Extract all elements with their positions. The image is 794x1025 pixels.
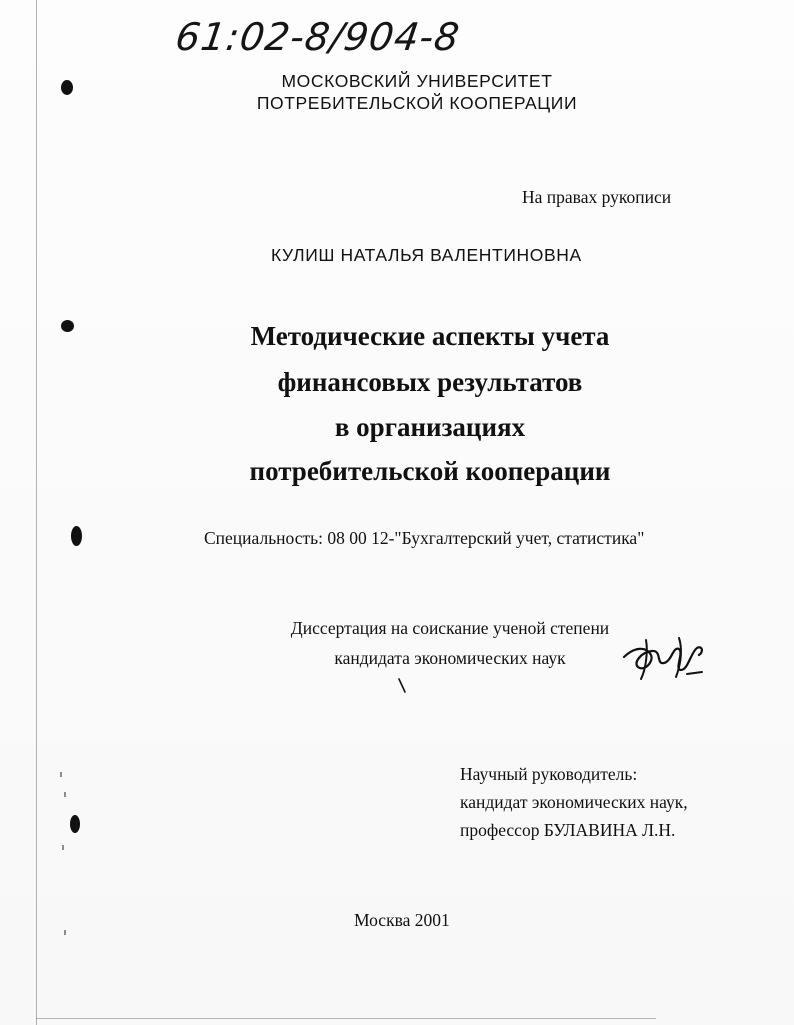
degree-purpose-line-1: Диссертация на соискание ученой степени bbox=[290, 618, 610, 638]
scan-noise-mark bbox=[64, 792, 66, 797]
scan-bottom-edge bbox=[36, 1018, 656, 1019]
dissertation-title-line: финансовых результатов bbox=[277, 367, 583, 397]
degree-purpose-line-2: кандидата экономических наук bbox=[334, 648, 566, 668]
dissertation-title-line: Методические аспекты учета bbox=[250, 321, 610, 351]
author-signature bbox=[618, 634, 706, 682]
binding-hole-mark bbox=[61, 80, 73, 95]
binding-hole-mark bbox=[61, 320, 74, 332]
scan-noise-mark bbox=[62, 845, 64, 850]
dissertation-title-line: в организациях bbox=[334, 412, 526, 442]
city-year: Москва 2001 bbox=[354, 910, 450, 930]
dissertation-title-line: потребительской кооперации bbox=[249, 456, 611, 486]
supervisor-name: профессор БУЛАВИНА Л.Н. bbox=[460, 820, 676, 840]
university-name-line-1: МОСКОВСКИЙ УНИВЕРСИТЕТ bbox=[281, 71, 553, 91]
university-name-line-2: ПОТРЕБИТЕЛЬСКОЙ КООПЕРАЦИИ bbox=[256, 93, 578, 113]
scan-noise-mark bbox=[60, 772, 62, 777]
binding-hole-mark bbox=[71, 526, 82, 546]
archive-number-handwritten: 61:02-8/904-8 bbox=[172, 15, 463, 59]
specialty-line: Специальность: 08 00 12-"Бухгалтерский учет, статистика" bbox=[204, 528, 645, 548]
binding-hole-mark bbox=[70, 815, 80, 833]
scan-left-edge bbox=[36, 0, 37, 1025]
manuscript-rights-note: На правах рукописи bbox=[522, 187, 672, 207]
supervisor-heading: Научный руководитель: bbox=[460, 764, 638, 784]
handwritten-tick-mark bbox=[397, 678, 407, 694]
scan-noise-mark bbox=[64, 930, 66, 935]
author-name: КУЛИШ НАТАЛЬЯ ВАЛЕНТИНОВНА bbox=[271, 245, 582, 265]
supervisor-degree: кандидат экономических наук, bbox=[460, 792, 688, 812]
